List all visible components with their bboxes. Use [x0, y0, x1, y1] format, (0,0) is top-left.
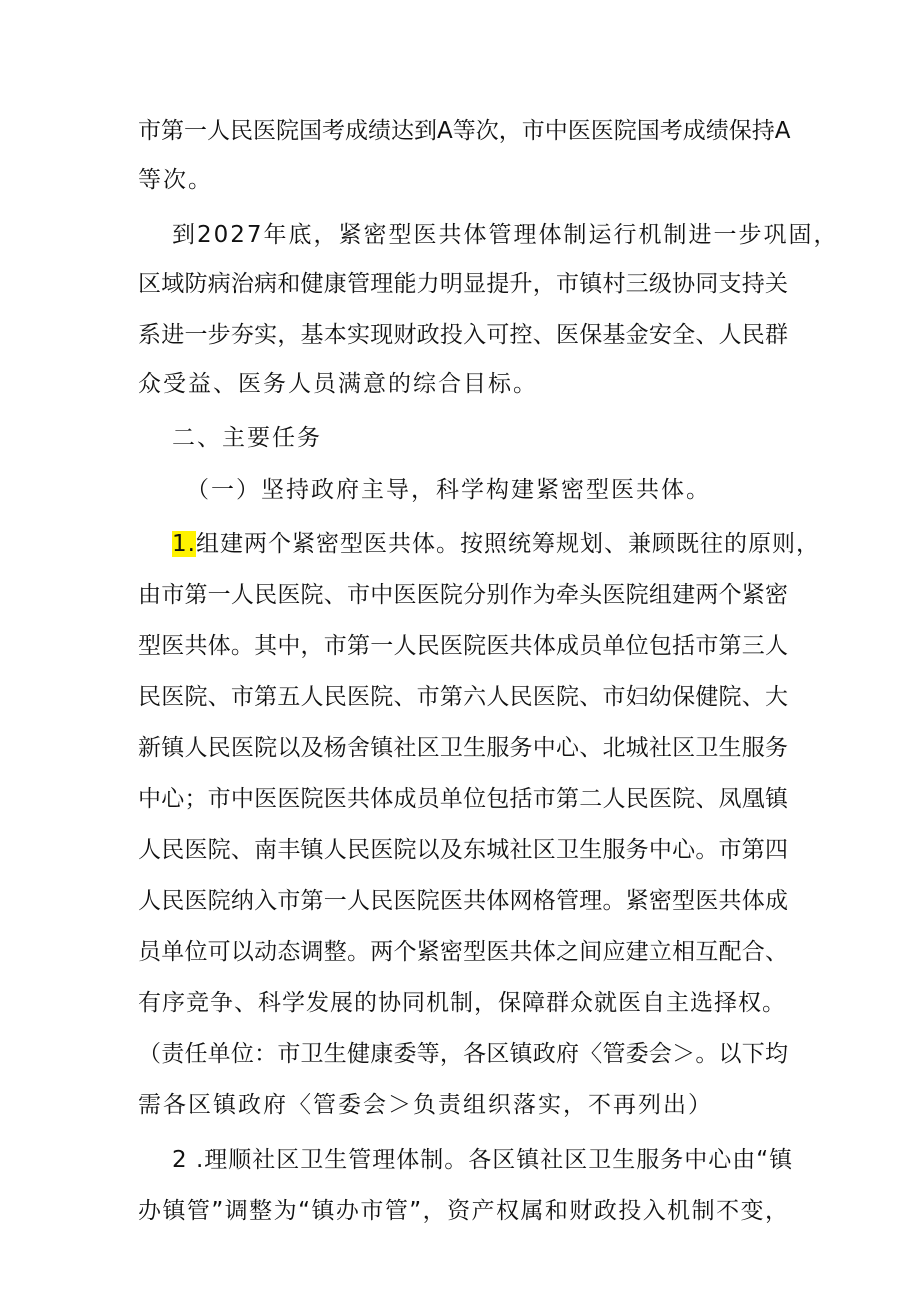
- paragraph-first-line: 到2027年底，紧密型医共体管理体制运行机制进一步巩固，: [172, 222, 839, 248]
- paragraph-first-line: 2 .理顺社区卫生管理体制。各区镇社区卫生服务中心由“镇: [172, 1147, 794, 1173]
- paragraph-first-line: [172, 524, 820, 564]
- text-line: 新镇人民医院以及杨舍镇社区卫生服务中心、北城社区卫生服务: [138, 735, 788, 761]
- text-line: 中心；市中医医院医共体成员单位包括市第二人民医院、凤凰镇: [138, 786, 788, 812]
- text-line: 组建两个紧密型医共体。按照统筹规划、兼顾既往的原则，: [195, 531, 820, 557]
- text-line: 有序竞争、科学发展的协同机制，保障群众就医自主选择权。: [138, 990, 786, 1016]
- text-line: 由市第一人民医院、市中医医院分别作为牵头医院组建两个紧密: [138, 582, 788, 608]
- text-line: 需各区镇政府〈管委会＞负责组织落实，不再列出）: [138, 1092, 713, 1118]
- text-line: 市第一人民医院国考成绩达到A等次，市中医医院国考成绩保持A: [138, 118, 791, 144]
- text-line: 人民医院纳入市第一人民医院医共体网格管理。紧密型医共体成: [138, 888, 788, 914]
- text-line: 等次。: [138, 167, 213, 193]
- text-line: （责任单位：市卫生健康委等，各区镇政府〈管委会＞。以下均: [138, 1041, 788, 1067]
- text-line: 众受益、医务人员满意的综合目标。: [138, 371, 538, 397]
- text-line: 型医共体。其中，市第一人民医院医共体成员单位包括市第三人: [138, 633, 788, 659]
- text-line: 员单位可以动态调整。两个紧密型医共体之间应建立相互配合、: [138, 939, 788, 965]
- text-line: 系进一步夯实，基本实现财政投入可控、医保基金安全、人民群: [138, 322, 788, 348]
- text-line: 办镇管”调整为“镇办市管”，资产权属和财政投入机制不变，: [138, 1198, 788, 1224]
- text-line: 区域防病治病和健康管理能力明显提升，市镇村三级协同支持关: [138, 271, 788, 297]
- section-heading: 二、主要任务: [172, 425, 322, 451]
- highlighted-item-number: 1.: [172, 531, 196, 557]
- text-line: 人民医院、南丰镇人民医院以及东城社区卫生服务中心。市第四: [138, 837, 788, 863]
- subsection-heading: （一）坚持政府主导，科学构建紧密型医共体。: [186, 477, 711, 503]
- text-line: 民医院、市第五人民医院、市第六人民医院、市妇幼保健院、大: [138, 684, 788, 710]
